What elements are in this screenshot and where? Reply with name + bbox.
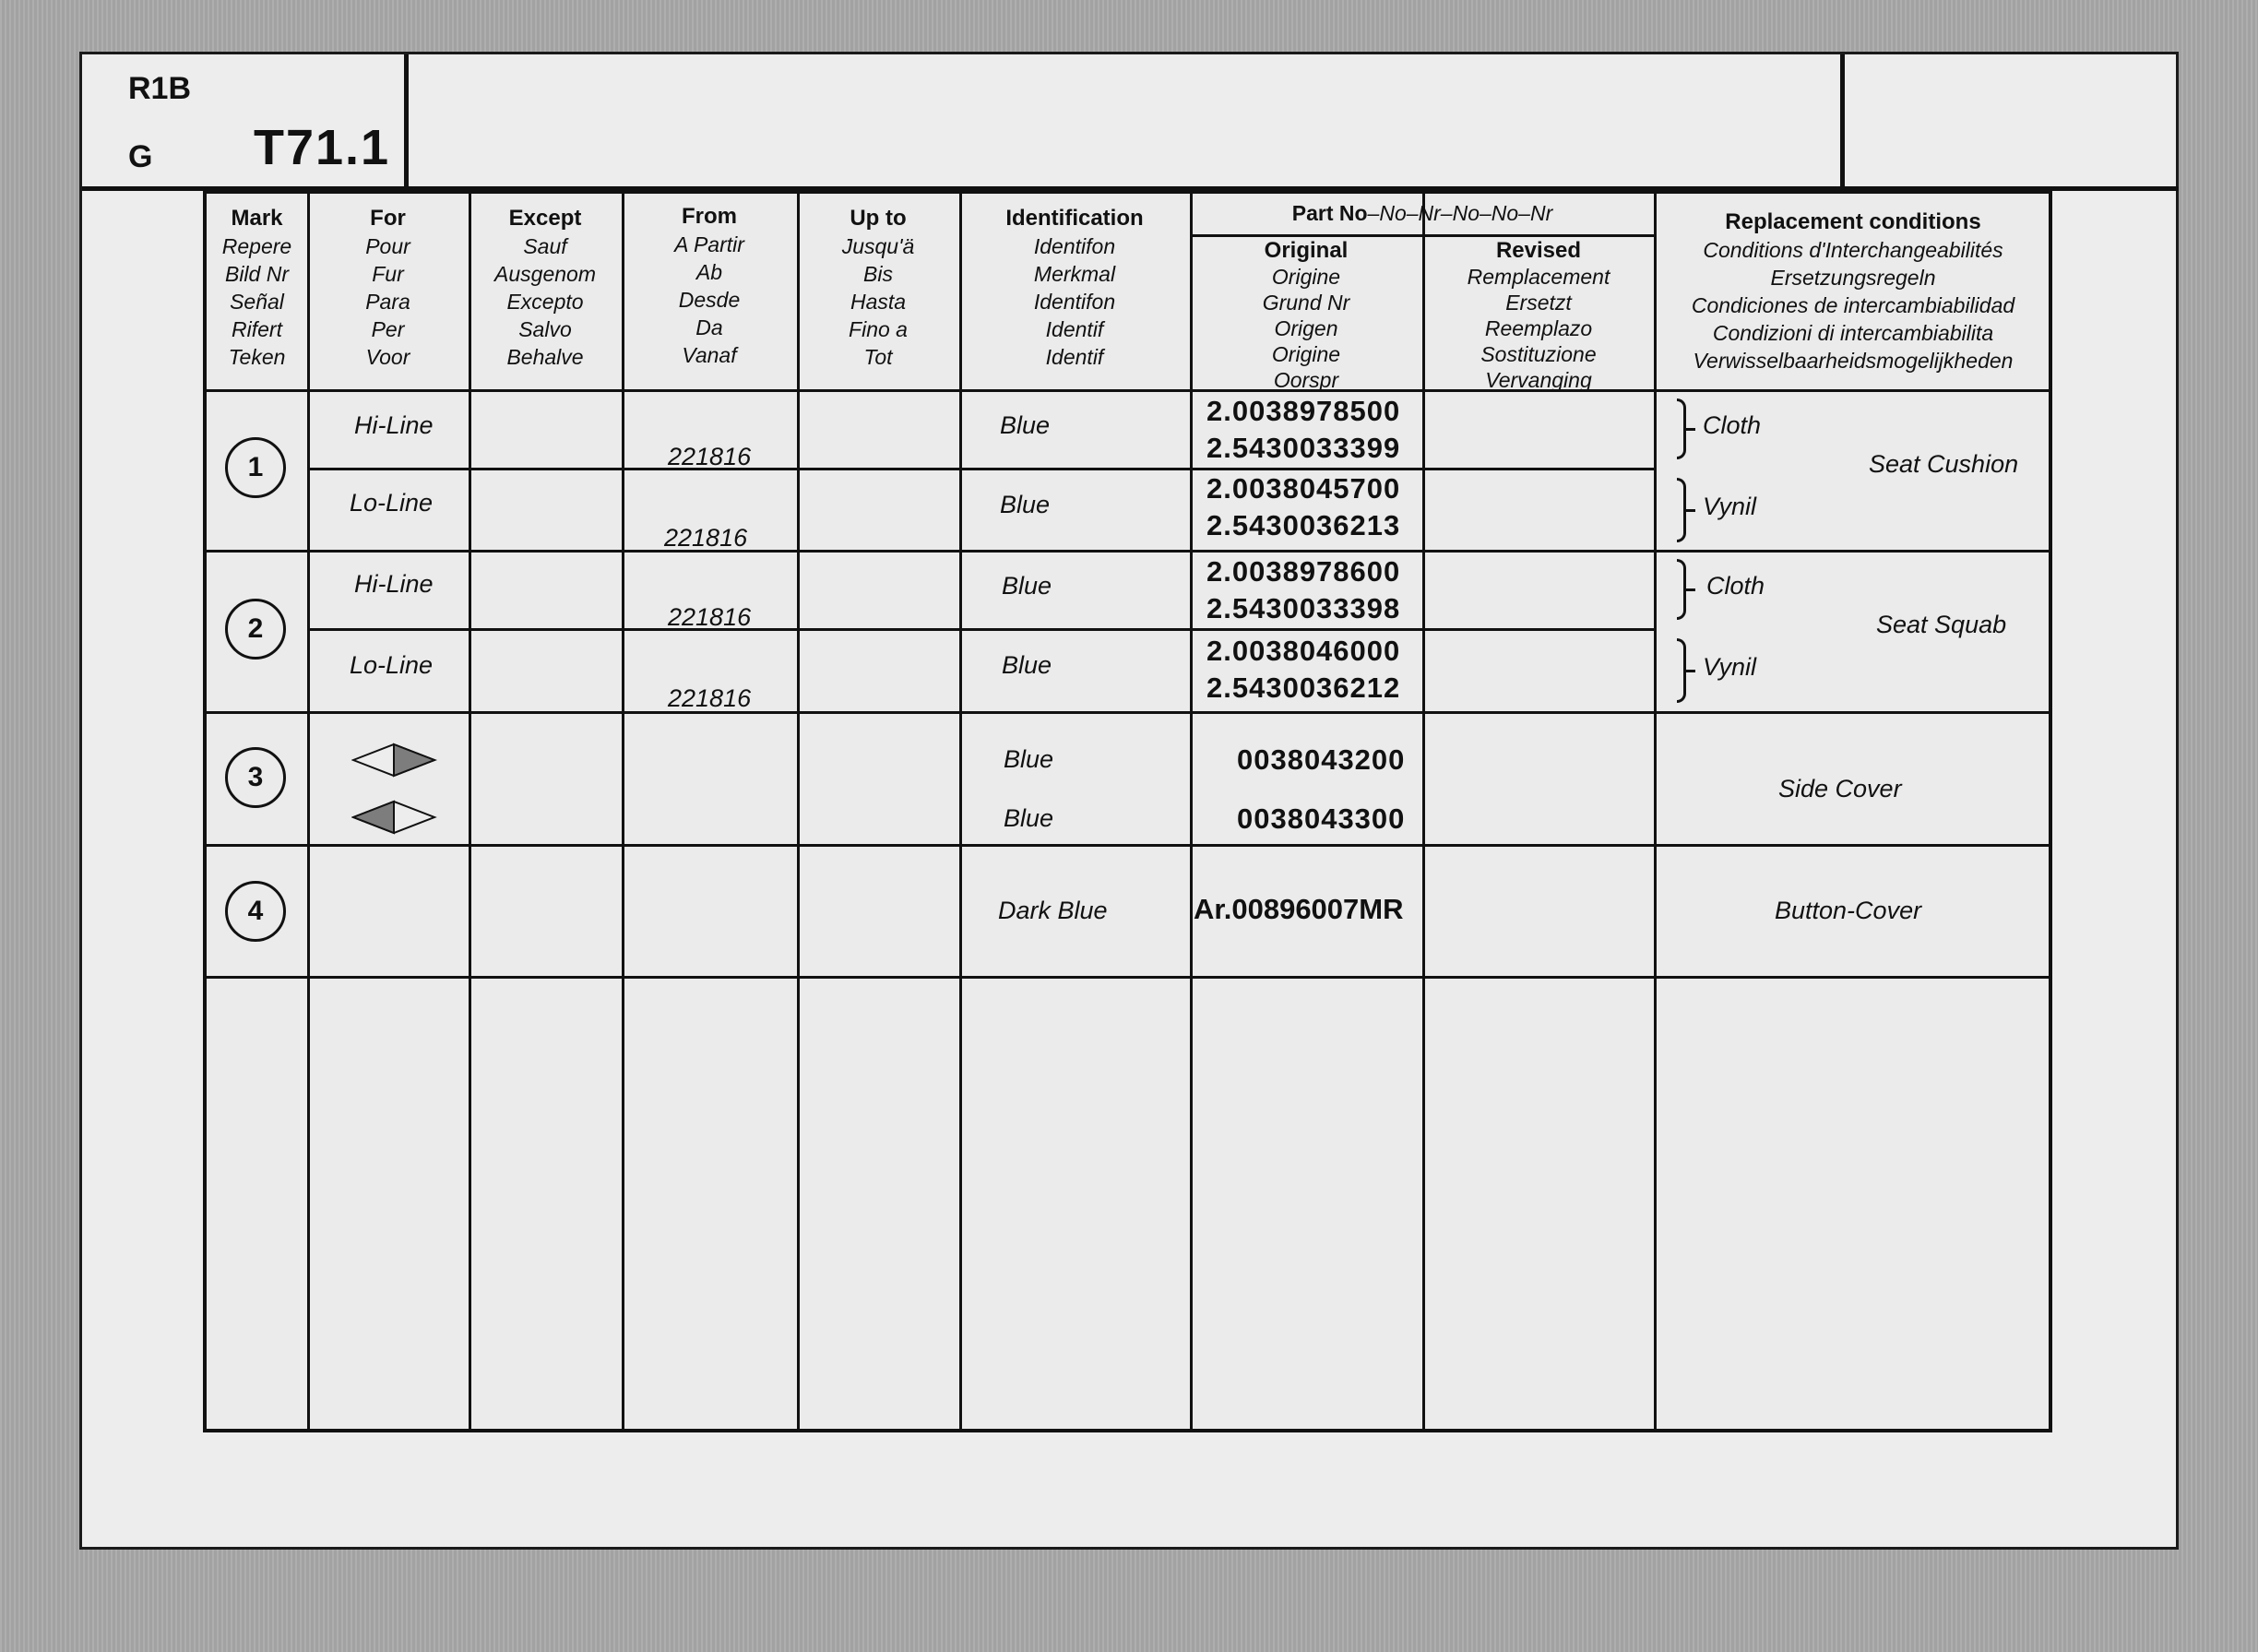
header-divider [1840,54,1845,191]
section-code: T71.1 [254,120,391,175]
header-mark: Mark Repere Bild Nr Señal Rifert Teken [221,206,292,369]
partno-divider [1190,234,1655,237]
mark-circle: 1 [225,437,286,498]
header-revised: Revised Remplacement Ersetzt Reemplazo Sostituzione Vervanging [1467,238,1610,392]
row-line [207,711,2049,714]
part-number: 2.0038046000 [1206,635,1401,667]
item-description: Button-Cover [1775,897,1922,924]
condition-cell: Cloth [1706,572,1765,600]
part-number: 2.5430033399 [1206,432,1401,464]
identification-cell: Blue [1000,491,1051,518]
column-line [959,194,962,1429]
part-number: 0038043300 [1237,802,1406,835]
header-for: For Pour Fur Para Per Voor [365,206,410,369]
item-description: Side Cover [1778,775,1902,802]
brace-tick [1686,428,1695,431]
part-number: 2.5430036212 [1206,671,1401,704]
from-cell: 221816 [668,684,752,712]
header-except: Except Sauf Ausgenom Excepto Salvo Behalve [494,206,596,369]
column-line [797,194,800,1429]
parts-table [203,190,2052,1432]
from-cell: 221816 [668,443,752,470]
model-code: R1B [128,71,192,106]
row-line [207,550,2049,553]
for-cell: Lo-Line [350,651,434,679]
from-cell: 221816 [664,524,748,552]
subrow-line [307,468,1654,470]
column-line [469,194,471,1429]
header-bottom-line [207,389,2049,392]
header-up-to: Up to Jusqu'ä Bis Hasta Fino a Tot [841,206,915,369]
identification-cell: Blue [1000,411,1051,439]
for-cell: Hi-Line [354,411,434,439]
diamond-left-shaded-icon [351,799,440,836]
condition-cell: Cloth [1703,411,1762,439]
brace [1677,638,1686,703]
parts-card [79,52,2179,1550]
part-number: 2.0038978500 [1206,395,1401,427]
identification-cell: Blue [1004,745,1054,773]
item-description: Seat Cushion [1869,450,2019,478]
row-line [207,976,2049,979]
mark-circle: 2 [225,599,286,660]
part-number: 2.0038045700 [1206,472,1401,505]
part-number: Ar.00896007MR [1194,893,1404,925]
from-cell: 221816 [668,603,752,631]
header-identification: Identification Identifon Merkmal Identifon Identif Identif [1005,206,1144,369]
header-part-no: Part No–No–Nr–No–No–Nr [1291,201,1553,225]
item-description: Seat Squab [1876,611,2007,638]
part-number: 0038043200 [1237,743,1406,776]
condition-cell: Vynil [1703,653,1757,681]
identification-cell: Blue [1004,804,1054,832]
brace-tick [1686,509,1695,512]
identification-cell: Blue [1002,651,1052,679]
brace-tick [1686,670,1695,672]
part-number: 2.5430033398 [1206,592,1401,624]
mark-circle: 4 [225,881,286,942]
column-line [307,194,310,1429]
header-from: From A Partir Ab Desde Da Vanaf [674,204,744,367]
subrow-line [307,628,1654,631]
for-cell: Lo-Line [350,489,434,517]
mark-circle: 3 [225,747,286,808]
group-code: G [128,139,153,174]
header-replacement: Replacement conditions Conditions d'Interchangeabilités Ersetzungsregeln Condiciones de intercambiabilidad Condizioni di intercambiabilita Verwisselbaarheidsmogelijkheden [1691,209,2015,373]
identification-cell: Dark Blue [998,897,1108,924]
brace [1677,559,1686,620]
condition-cell: Vynil [1703,493,1757,520]
for-cell: Hi-Line [354,570,434,598]
row-line [207,844,2049,847]
header-original: Original Origine Grund Nr Origen Origine Oorspr [1262,238,1350,392]
brace [1677,398,1686,459]
identification-cell: Blue [1002,572,1052,600]
brace [1677,478,1686,542]
card-code-box [82,54,409,191]
brace-tick [1686,588,1695,591]
part-number: 2.0038978600 [1206,555,1401,588]
part-number: 2.5430036213 [1206,509,1401,541]
column-line [622,194,624,1429]
diamond-right-shaded-icon [351,742,440,778]
